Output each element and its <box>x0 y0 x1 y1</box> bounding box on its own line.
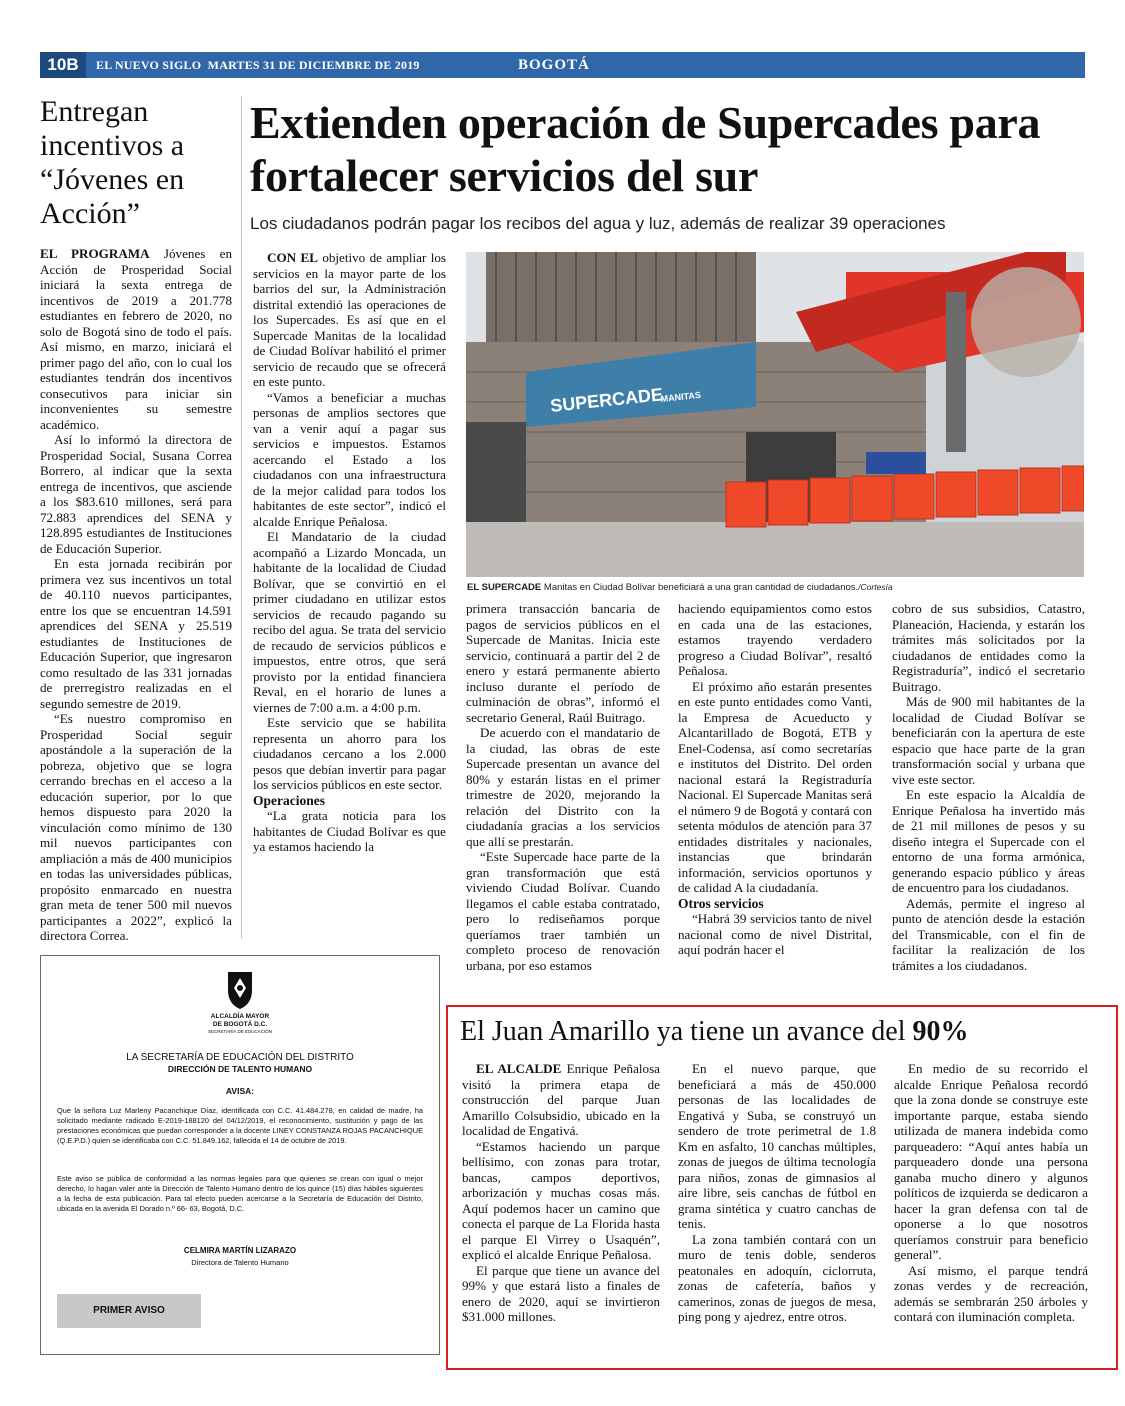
side-article-body <box>40 246 232 944</box>
notice-body-1: Que la señora Luz Marleny Pacanchique Díaz, identificada con C.C. 41.484.278, en calidad de madre, ha solicitado mediante radicado E-2019-188120 del 04/12/2019, el reconocimiento, sustitución y pago de las prestaciones económicas que puedan corresponder a la docente LINEY CONSTANZA ROJAS PACANCHIQUE (Q.E.P.D.) quien se identificaba con C.C. 51.849.162, fallecida el 14 de octubre de 2019. <box>57 1106 423 1145</box>
main-col1-p2: “Vamos a beneficiar a muchas personas de amplios sectores que van a venir aquí a pagar sus servicios e impuestos. Estamos acercando el Estado a los ciudadanos con una infraestructura de la mejor calidad para todos los habitantes de este sector”, indicó el alcalde Enrique Peñalosa. <box>253 389 446 529</box>
notice-dept: DIRECCIÓN DE TALENTO HUMANO <box>167 1064 313 1074</box>
notice-title: AVISA: <box>225 1086 255 1096</box>
sign-manitas-text: MANITAS <box>660 389 702 404</box>
logo-line-2: DE BOGOTÁ D.C. <box>212 1020 268 1028</box>
supercade-building-image <box>466 252 1084 577</box>
headline-percent: 90% <box>912 1016 969 1047</box>
ja-col1-p3: El parque que tiene un avance del 99% y que estará listo a finales de enero de 2020, aquí se invirtieron $31.000 millones. <box>462 1262 660 1324</box>
logo-text <box>41 1013 439 1036</box>
main-col-3 <box>678 601 872 958</box>
side-article-title: Entregan incentivos a “Jóvenes en Acción” <box>40 95 185 230</box>
main-col1-p5: “La grata noticia para los habitantes de Ciudad Bolívar es que ya estamos haciendo la <box>253 808 446 854</box>
page-header-bar <box>40 52 1085 78</box>
supercade-photo <box>466 252 1084 577</box>
caption-text: Manitas en Ciudad Bolívar beneficiará a una gran cantidad de ciudadanos. <box>543 582 859 593</box>
column-divider <box>241 96 242 938</box>
side-article-p4: “Es nuestro compromiso en Prosperidad Social seguir apostándole a la superación de la pobreza, objetivo que se logra cerrando brechas en el acceso a la educación superior, por lo que hemos dispuesto para 2020 la vinculación como mínimo de 130 mil nuevos participantes con ampliación a más de 400 municipios en todas las universidades públicas, propósito enmarcado en nuestra gran meta de tener 500 mil nuevos participantes a 2022”, explicó la directora Correa. <box>40 711 232 943</box>
side-article-p1: Jóvenes en Acción de Prosperidad Social iniciará la sexta entrega de incentivos de 2019 a 201.778 estudiantes en febrero de 2020, no solo de Bogotá sino de todo el país. Así mismo, en marzo, iniciará el primer pago del año, con lo cual los estudiantes tendrán dos incentivos consecutivos para iniciar sin inconvenientes su semestre académico. <box>40 246 232 432</box>
side-article-p2: Así lo informó la directora de Prosperidad Social, Susana Correa Borrero, al indicar que la sexta entrega de incentivos, que asciende a los $83.610 millones, será para 72.883 aprendices del SENA y 128.895 estudiantes de Instituciones de Educación Superior. <box>40 432 232 556</box>
main-col2-p3: “Este Supercade hace parte de la gran transformación que está viviendo Ciudad Bolívar. Cuando llegamos el cable estaba contratado, pero lo rediseñamos porque queríamos traer también un completo proceso de renovación urbana, por eso estamos <box>466 849 660 973</box>
main-subtitle: Los ciudadanos podrán pagar los recibos del agua y luz, además de realizar 39 operaciones <box>250 214 946 233</box>
page-number: 10B <box>40 52 86 78</box>
side-article-p3: En esta jornada recibirán por primera vez sus incentivos un total de 40.110 nuevos participantes, entre los que se encuentran 14.591 aprendices del SENA y 25.519 estudiantes de Instituciones de Educación Superior, que ingresaron como resultado de las 331 jornadas de prerregistro realizadas en el segundo semestre de 2019. <box>40 556 232 711</box>
main-headline: Extienden operación de Supercades para fortalecer servicios del sur <box>250 97 1041 201</box>
notice-body-2: Este aviso se publica de conformidad a las normas legales para que quienes se crean con igual o mejor derecho, lo hagan valer ante la Dirección de Talento Humano dentro de los quince (15) días hábiles siguientes a la fecha de esta publicación. Para tal efecto pueden acercarse a la Secretaría de Educación del Distrito, ubicada en la avenida El Dorado n.º 66- 63, Bogotá, D.C. <box>57 1174 423 1213</box>
main-col2-p2: De acuerdo con el mandatario de la ciudad, las obras de este Supercade presentan un avance del 80% y estarán listas en el primer trimestre de 2020, mejorando la relación del Distrito con la ciudadanía gracias a los servicios que allí se prestarán. <box>466 725 660 849</box>
newspaper-name: EL NUEVO SIGLO <box>96 58 202 72</box>
ja-col2-p2: La zona también contará con un muro de tenis doble, senderos peatonales en adoquín, ciclorruta, zonas de cafetería, baños y camerinos, zonas de juegos de mesa, ping pong y ajedrez, entre otros. <box>678 1231 876 1324</box>
newspaper-date <box>96 52 420 78</box>
notice-signer-role: Directora de Talento Humano <box>191 1258 289 1267</box>
legal-notice-box <box>40 955 440 1355</box>
main-col1-p3: El Mandatario de la ciudad acompañó a Lizardo Moncada, un habitante de la localidad de Ciudad Bolívar, que se convirtió en el primer ciudadano en utilizar estos servicios de recaudo pagando su recibo del agua. Se trata del servicio de recaudo de servicios públicos e impuestos, entre otros, que será provisto por la entidad financiera Reval, en el horario de lunes a viernes de 7:00 a.m. a 4:00 p.m. <box>253 529 446 715</box>
main-col-4 <box>892 601 1085 973</box>
ja-col2-p1: En el nuevo parque, que beneficiará a más de 450.000 personas de las localidades de Engativá y Suba, se construyó un sendero de trote perimetral de 1.8 Km en asfalto, 10 canchas múltiples, zonas de juegos de última tecnología para niños, zonas de gimnasios al aire libre, seis canchas de fútbol en grama sintética y cuatro canchas de tenis. <box>678 1061 876 1231</box>
main-col2-p1: primera transacción bancaria de pagos de servicios públicos en el Supercade de Manitas. Inicia este servicio, continuará a partir del 2 de enero y estará permanente abierto incluso durante el período de culminación de obras”, informó el secretario General, Raúl Buitrago. <box>466 601 660 725</box>
logo-line-3: SECRETARÍA DE EDUCACIÓN <box>208 1029 272 1034</box>
side-article-lead: EL PROGRAMA <box>40 246 150 261</box>
notice-org: LA SECRETARÍA DE EDUCACIÓN DEL DISTRITO <box>126 1052 354 1063</box>
juan-amarillo-headline <box>460 1015 1110 1049</box>
main-col4-p3: En este espacio la Alcaldía de Enrique Peñalosa ha invertido más de 21 mil millones de pesos y su diseño integra el Supercade con el entorno de una forma armónica, generando espacio público y áreas de encuentro para los ciudadanos. <box>892 787 1085 895</box>
juan-amarillo-col-2 <box>678 1061 876 1325</box>
notice-signer: CELMIRA MARTÍN LIZARAZO <box>183 1246 297 1255</box>
main-col3-p3: “Habrá 39 servicios tanto de nivel nacional como de nivel Distrital, aquí podrán hacer el <box>678 911 872 957</box>
sign-supercade-text: SUPERCADE <box>549 384 664 416</box>
issue-date: MARTES 31 DE DICIEMBRE DE 2019 <box>207 58 420 72</box>
main-col4-p4: Además, permite el ingreso al punto de atención desde la estación del Transmicable, con el fin de facilitar la realización de los trámites a los ciudadanos. <box>892 895 1085 973</box>
juan-amarillo-col-3 <box>894 1061 1088 1325</box>
headline-part-a: El Juan Amarillo ya tiene un avance del <box>460 1016 913 1047</box>
juan-amarillo-article-box <box>446 1005 1118 1370</box>
juan-amarillo-lead: EL ALCALDE <box>476 1061 562 1076</box>
main-article-lead: CON EL <box>267 250 318 265</box>
main-col1-p4: Este servicio que se habilita representa un ahorro para los ciudadanos cercano a los 2.000 pesos que debían invertir para pagar los servicios públicos en este sector. <box>253 715 446 792</box>
subhead-otros-servicios: Otros servicios <box>678 895 764 911</box>
main-col-1 <box>253 250 446 855</box>
logo-line-1: ALCALDÍA MAYOR <box>210 1013 270 1020</box>
section-name: BOGOTÁ <box>518 57 590 73</box>
photo-caption <box>467 582 1082 593</box>
juan-amarillo-col-1 <box>462 1061 660 1325</box>
ja-col3-p2: Así mismo, el parque tendrá zonas verdes y de recreación, además se sembrarán 250 árboles y contará con iluminación completa. <box>894 1262 1088 1324</box>
ja-col3-p1: En medio de su recorrido el alcalde Enrique Peñalosa recordó que la zona donde se construye este importante parque, estaba siendo utilizada de manera indebida como parqueadero: “Aquí antes había un parqueadero donde una persona ganaba mucho dinero y algunos políticos de izquierda se dedicaron a hacer la gran defensa con tal de oponerse a lo que nosotros queríamos construir para beneficio general”. <box>894 1061 1088 1262</box>
ja-col1-p2: “Estamos haciendo un parque bellísimo, con zonas para trotar, bancas, campos deportivos, arborización y muchas cosas más. Aquí podemos hacer un camino que conecta el parque de La Florida hasta el parque El Virrey o Usaquén”, explicó el alcalde Enrique Peñalosa. <box>462 1138 660 1262</box>
main-col-2 <box>466 601 660 973</box>
main-col4-p2: Más de 900 mil habitantes de la localidad de Ciudad Bolívar se beneficiarán con la apertura de este espacio que hace parte de la gran transformación social y urbana que vive este sector. <box>892 694 1085 787</box>
photo-credit: /Cortesía <box>858 582 893 592</box>
ja-col1-p1: Enrique Peñalosa visitó la primera etapa de construcción del parque Juan Amarillo Colsubsidio, ubicado en la localidad de Engativá. <box>462 1061 660 1138</box>
main-col1-p1: objetivo de ampliar los servicios en la mayor parte de los barrios del sur, la Administración distrital extendió las operaciones de los Supercades. Es así que en el Supercade Manitas de la localidad de Ciudad Bolívar habilitó el primer servicio de recaudo que se ofrecerá en este punto. <box>253 250 446 389</box>
subhead-operaciones: Operaciones <box>253 792 325 808</box>
caption-lead: EL SUPERCADE <box>467 582 542 593</box>
primer-aviso-badge: PRIMER AVISO <box>57 1294 201 1328</box>
main-col4-p1: cobro de sus subsidios, Catastro, Planeación, Hacienda, y estarán los trámites más solicitados por la ciudadanos de entidades como la Registraduría”, indicó el secretario Buitrago. <box>892 601 1085 694</box>
main-col3-p1: haciendo equipamientos como estos en cada una de las estaciones, estamos trayendo verdadero progreso a Ciudad Bolívar”, resaltó Peñalosa. <box>678 601 872 678</box>
bogota-coat-of-arms-icon <box>225 968 255 1010</box>
main-col3-p2: El próximo año estarán presentes en este punto entidades como Vanti, la Empresa de Acueducto y Alcantarillado de Bogotá, ETB y Enel-Codensa, así como secretarías e institutos del Distrito. Del orden nacional estará la Registraduría Nacional. El Supercade Manitas será el número 9 de Bogotá y contará con setenta módulos de atención para 37 entidades distritales y nacionales, instancias que brindarán información, servicios oportunos y de calidad A la ciudadanía. <box>678 678 872 895</box>
